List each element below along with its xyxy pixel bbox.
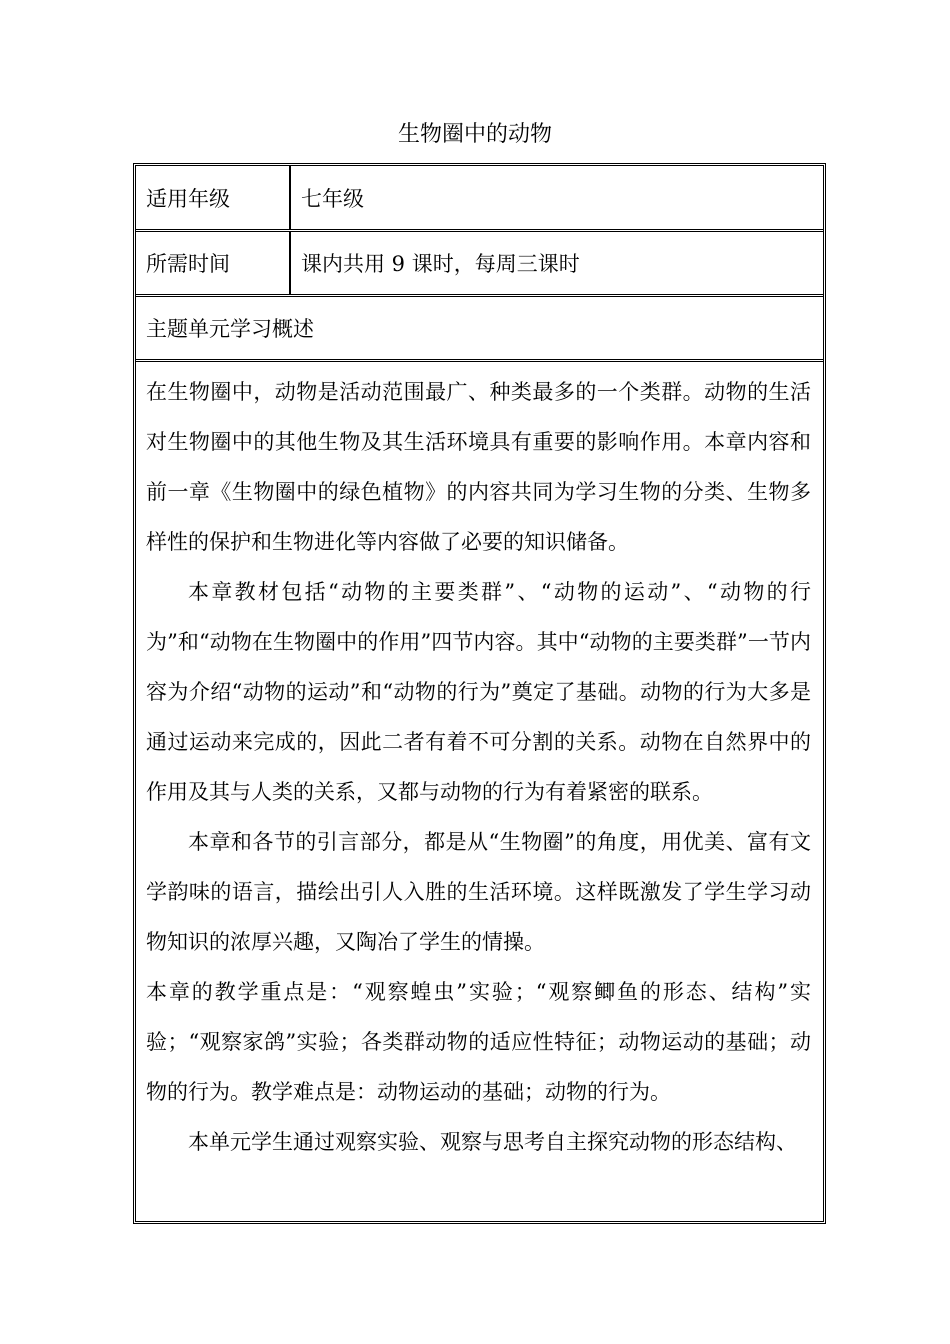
grade-label: 适用年级 [136,166,291,229]
lesson-table [133,163,826,1224]
overview-paragraph-2: 本章教材包括“动物的主要类群”、“动物的运动”、“动物的行为”和“动物在生物圈中的作用”四节内容。其中“动物的主要类群”一节内容为介绍“动物的运动”和“动物的行为”奠定了基础。动物的行为大多是通过运动来完成的，因此二者有着不可分割的关系。动物在自然界中的作用及其与人类的关系，又都与动物的行为有着紧密的联系。 [146,580,811,804]
overview-paragraph-5: 本单元学生通过观察实验、观察与思考自主探究动物的形态结构、 [188,1130,797,1154]
time-value: 课内共用 9 课时，每周三课时 [301,252,580,276]
overview-paragraph-1: 在生物圈中，动物是活动范围最广、种类最多的一个类群。动物的生活对生物圈中的其他生物及其生活环境具有重要的影响作用。本章内容和前一章《生物圈中的绿色植物》的内容共同为学习生物的分类、生物多样性的保护和生物进化等内容做了必要的知识储备。 [146,380,811,554]
time-label: 所需时间 [136,232,291,294]
table-row-grade [136,166,823,232]
overview-paragraph-3: 本章和各节的引言部分，都是从“生物圈”的角度，用优美、富有文学韵味的语言，描绘出引人入胜的生活环境。这样既激发了学生学习动物知识的浓厚兴趣，又陶冶了学生的情操。 [146,830,811,954]
overview-heading: 主题单元学习概述 [146,317,314,341]
table-row-time [136,232,823,297]
table-row-overview-heading [136,297,823,362]
grade-value: 七年级 [301,186,364,211]
overview-paragraph-4: 本章的教学重点是：“观察蝗虫”实验；“观察鲫鱼的形态、结构”实验；“观察家鸽”实验；各类群动物的适应性特征；动物运动的基础；动物的行为。教学难点是：动物运动的基础；动物的行为。 [146,980,811,1104]
document-title: 生物圈中的动物 [397,122,552,147]
overview-body [136,362,823,1221]
